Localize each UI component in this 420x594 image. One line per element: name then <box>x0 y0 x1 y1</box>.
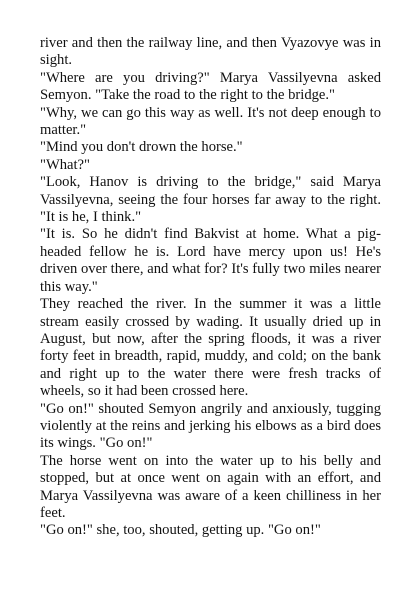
paragraph-1: river and then the railway line, and then Vyazovye was in sight. <box>40 35 381 69</box>
paragraph-10: The horse went on into the water up to his belly and stopped, but at once went on again with an effort, and Marya Vassilyevna was aware of a keen chilliness in her feet. <box>40 452 381 521</box>
paragraph-9: "Go on!" shouted Semyon angrily and anxiously, tugging violently at the reins and jerking his elbows as a bird does its wings. "Go on!" <box>40 400 381 452</box>
paragraph-3: "Why, we can go this way as well. It's not deep enough to matter." <box>40 104 381 139</box>
paragraph-6: "Look, Hanov is driving to the bridge," said Marya Vassilyevna, seeing the four horses far away to the right. "It is he, I think." <box>40 174 381 226</box>
paragraph-8: They reached the river. In the summer it was a little stream easily crossed by wading. It usually dried up in August, but now, after the spring floods, it was a river forty feet in breadth, rapid, muddy, and cold; on the bank and right up to the water there were fresh tracks of wheels, so it had been crossed here. <box>40 296 381 400</box>
paragraph-4: "Mind you don't drown the horse." <box>40 139 243 156</box>
paragraph-11: "Go on!" she, too, shouted, getting up. "Go on!" <box>40 522 321 539</box>
paragraph-2: "Where are you driving?" Marya Vassilyevna asked Semyon. "Take the road to the right to the bridge." <box>40 69 381 104</box>
paragraph-7: "It is. So he didn't find Bakvist at home. What a pig-headed fellow he is. Lord have mercy upon us! He's driven over there, and what for? It's fully two miles nearer this way." <box>40 226 381 295</box>
document-page <box>40 35 381 540</box>
paragraph-5: "What?" <box>40 156 90 173</box>
